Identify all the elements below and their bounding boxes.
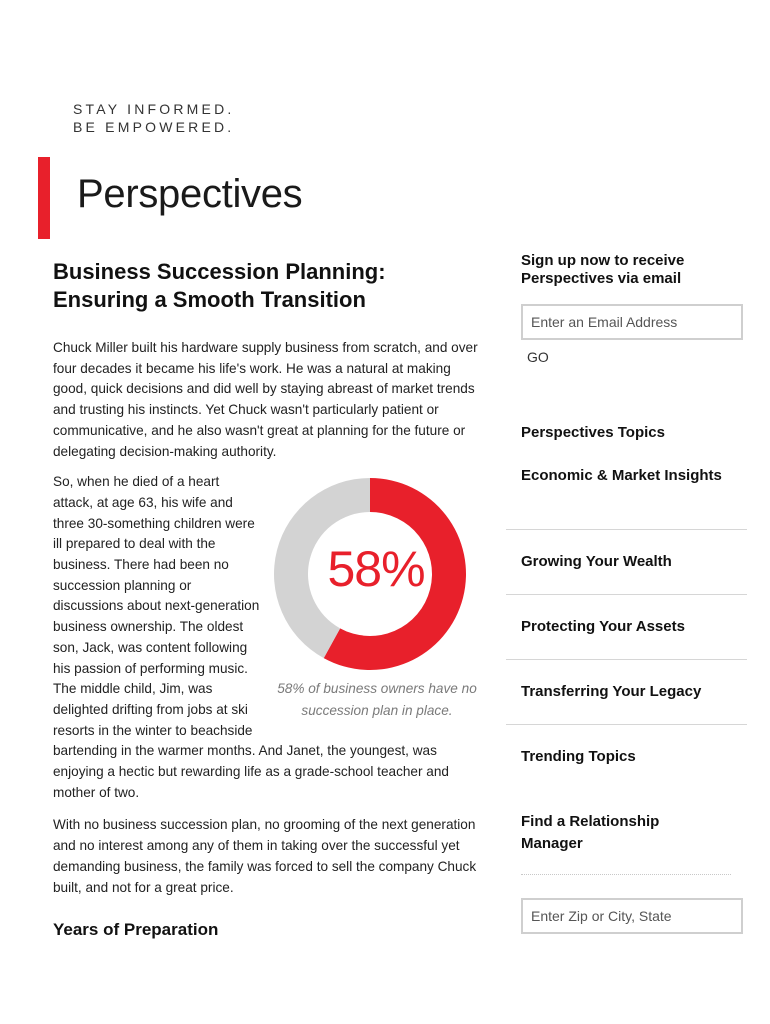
go-button[interactable]: GO	[527, 349, 549, 365]
tagline-line-1: STAY INFORMED.	[73, 101, 235, 117]
chart-caption: 58% of business owners have no succession plan in place.	[277, 681, 477, 719]
article-subheading: Years of Preparation	[53, 920, 219, 940]
article-title	[53, 258, 478, 314]
topics-list	[506, 467, 747, 789]
topic-protecting-your-assets[interactable]: Protecting Your Assets	[506, 595, 747, 660]
chart-center-label: 58%	[327, 541, 425, 598]
article-paragraph-3: With no business succession plan, no grooming of the next generation and no interest among any of them in taking over the successful yet demanding business, the family was forced to sell the company Chuck built, and not for a great price.	[53, 817, 477, 895]
topic-growing-your-wealth[interactable]: Growing Your Wealth	[506, 530, 747, 595]
article	[53, 258, 478, 940]
article-paragraph-2-block	[53, 472, 478, 803]
signup-prompt	[506, 252, 747, 288]
email-input[interactable]	[521, 304, 743, 340]
brand-title: Perspectives	[77, 172, 303, 216]
find-rm-line-2: Manager	[521, 835, 583, 852]
find-relationship-manager	[506, 811, 747, 855]
zip-city-state-input[interactable]	[521, 898, 743, 934]
article-title-line-1: Business Succession Planning:	[53, 259, 386, 284]
divider	[521, 874, 731, 875]
find-rm-line-1: Find a Relationship	[521, 813, 660, 830]
topic-transferring-your-legacy[interactable]: Transferring Your Legacy	[506, 660, 747, 725]
topic-trending-topics[interactable]: Trending Topics	[521, 748, 636, 765]
article-paragraph-2: So, when he died of a heart attack, at age 63, his wife and three 30-something children were ill prepared to deal with the business. There had been no succession planning or discussions about next-generation business ownership. The oldest son, Jack, was content following his passion of performing music. The middle child, Jim, was delighted drifting from jobs at ski resorts in the winter to beachside bartending in the warmer months. And Janet, the youngest, was enjoying a hectic but rewarding life as a grade-school teacher and mother of two.	[53, 474, 449, 800]
sidebar	[506, 252, 747, 934]
tagline-line-2: BE EMPOWERED.	[73, 119, 235, 135]
signup-line-2: Perspectives via email	[521, 270, 682, 287]
topics-heading: Perspectives Topics	[521, 424, 665, 441]
tagline	[73, 100, 234, 136]
article-title-line-2: Ensuring a Smooth Transition	[53, 287, 366, 312]
succession-chart	[266, 472, 486, 728]
article-paragraph-1: Chuck Miller built his hardware supply business from scratch, and over four decades it became his life's work. He was a natural at making good, quick decisions and did well by staying abreast of market trends and trusting his instincts. Yet Chuck wasn't particularly patient or communicative, and he also wasn't great at planning for the future or delegating decision-making authority.	[53, 340, 478, 459]
signup-line-1: Sign up now to receive	[521, 252, 685, 269]
brand-accent-bar	[38, 157, 50, 239]
topic-economic-market-insights[interactable]: Economic & Market Insights	[506, 467, 747, 530]
